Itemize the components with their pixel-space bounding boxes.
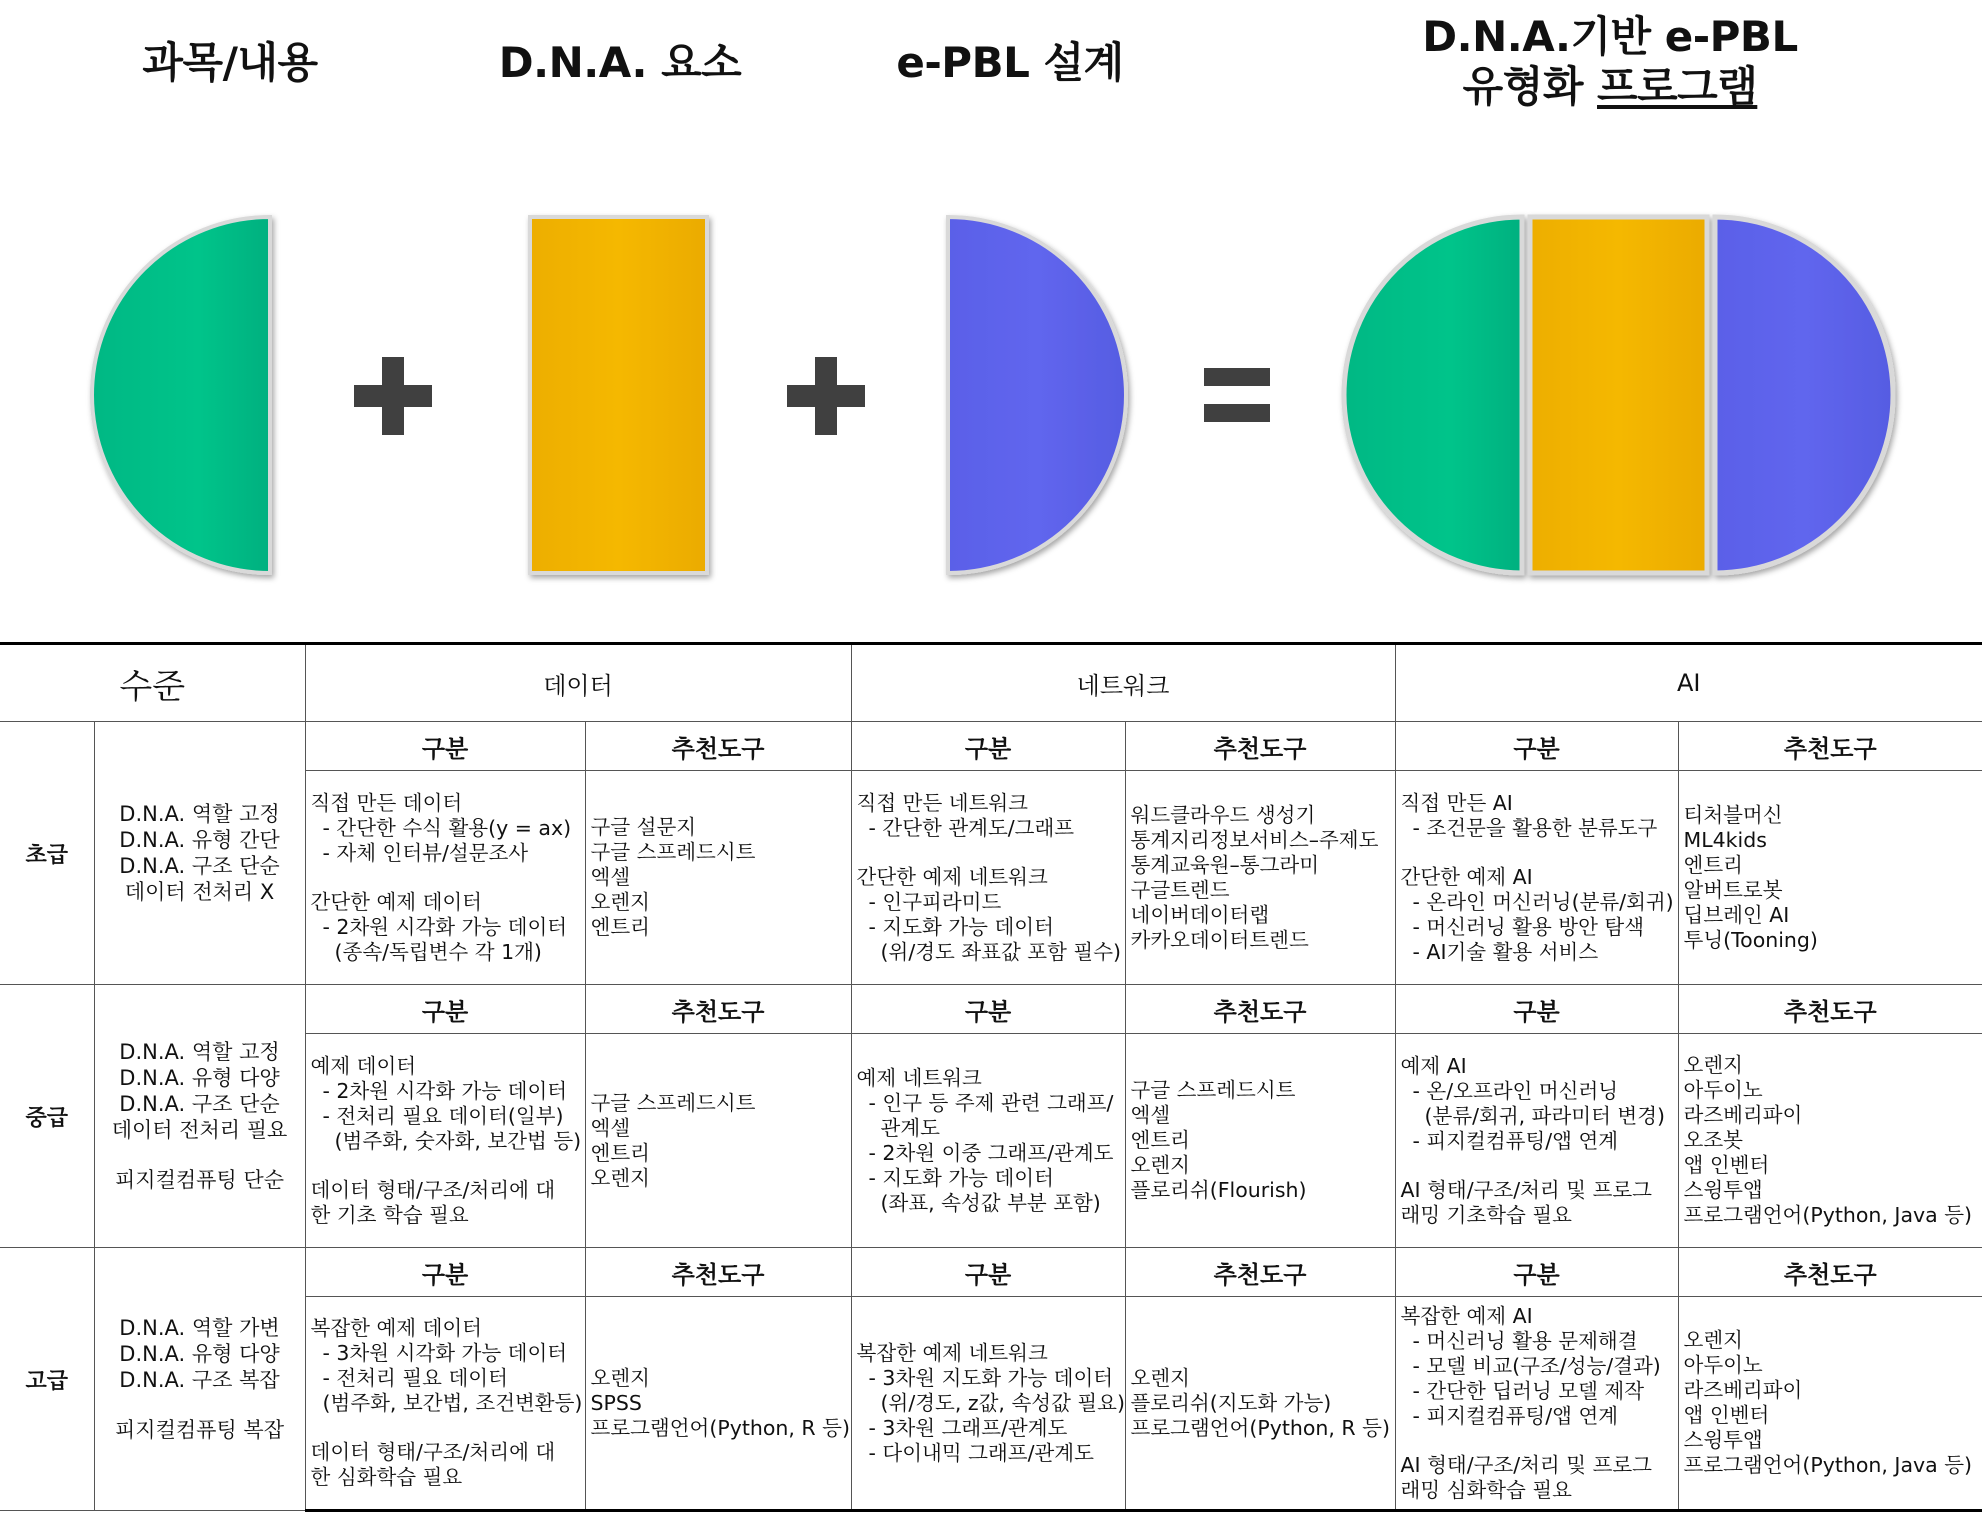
yellow-rectangle-shape [530, 217, 707, 573]
plus-operator-2 [787, 357, 865, 435]
header-network: 네트워크 [851, 644, 1395, 722]
level-beginner: 초급 [0, 722, 94, 985]
title-epbl-design: e-PBL 설계 [896, 38, 1124, 87]
advanced-network-category: 복잡한 예제 네트워크 - 3차원 지도화 가능 데이터 (위/경도, z값, 속성값 필요) - 3차원 그래프/관계도 - 다이내믹 그래프/관계도 [851, 1297, 1125, 1511]
advanced-network-tools: 오렌지 플로리쉬(지도화 가능) 프로그램언어(Python, R 등) [1125, 1297, 1395, 1511]
beginner-network-category: 직접 만든 네트워크 - 간단한 관계도/그래프 간단한 예제 네트워크 - 인구피라미드 - 지도화 가능 데이터 (위/경도 좌표값 포함 필수) [851, 771, 1125, 985]
sub-tools: 추천도구 [1125, 985, 1395, 1034]
level-tools-table [0, 642, 1982, 1512]
beginner-ai-tools: 티처블머신 ML4kids 엔트리 알버트로봇 딥브레인 AI 투닝(Tooning) [1678, 771, 1982, 985]
diagram-shapes [0, 0, 1982, 630]
combined-green-half [1344, 217, 1522, 573]
advanced-data-tools: 오렌지 SPSS 프로그램언어(Python, R 등) [585, 1297, 851, 1511]
combined-program-shape [1344, 217, 1893, 573]
desc-beginner: D.N.A. 역할 고정 D.N.A. 유형 간단 D.N.A. 구조 단순 데이터 전처리 X [94, 722, 305, 985]
beginner-network-tools: 워드클라우드 생성기 통계지리정보서비스–주제도 통계교육원–통그라미 구글트렌드 네이버데이터랩 카카오데이터트렌드 [1125, 771, 1395, 985]
intermediate-network-category: 예제 네트워크 - 인구 등 주제 관련 그래프/ 관계도 - 2차원 이중 그래프/관계도 - 지도화 가능 데이터 (좌표, 속성값 부분 포함) [851, 1034, 1125, 1248]
title-program-line1: D.N.A.기반 e-PBL [1422, 12, 1798, 61]
sub-category: 구분 [1395, 1248, 1678, 1297]
combined-yellow-rect [1530, 217, 1707, 573]
header-data: 데이터 [305, 644, 851, 722]
sub-tools: 추천도구 [1125, 722, 1395, 771]
intermediate-network-tools: 구글 스프레드시트 엑셀 엔트리 오렌지 플로리쉬(Flourish) [1125, 1034, 1395, 1248]
intermediate-data-tools: 구글 스프레드시트 엑셀 엔트리 오렌지 [585, 1034, 851, 1248]
level-table-wrapper [0, 642, 1982, 1529]
header-level: 수준 [0, 644, 305, 722]
table-row-intermediate-sub [0, 985, 1982, 1034]
advanced-ai-tools: 오렌지 아두이노 라즈베리파이 앱 인벤터 스윙투앱 프로그램언어(Python, Java 등) [1678, 1297, 1982, 1511]
table-row-beginner-sub [0, 722, 1982, 771]
plus-operator-1 [354, 357, 432, 435]
level-advanced: 고급 [0, 1248, 94, 1511]
sub-tools: 추천도구 [1678, 722, 1982, 771]
combined-blue-half [1715, 217, 1893, 573]
blue-half-circle-shape [948, 217, 1126, 573]
sub-category: 구분 [305, 722, 585, 771]
beginner-data-category: 직접 만든 데이터 - 간단한 수식 활용(y = ax) - 자체 인터뷰/설문조사 간단한 예제 데이터 - 2차원 시각화 가능 데이터 (종속/독립변수 각 1개) [305, 771, 585, 985]
advanced-data-category: 복잡한 예제 데이터 - 3차원 시각화 가능 데이터 - 전처리 필요 데이터 (범주화, 보간법, 조건변환등) 데이터 형태/구조/처리에 대 한 심화학습 필요 [305, 1297, 585, 1511]
dna-epbl-diagram [0, 0, 1982, 630]
sub-category: 구분 [305, 985, 585, 1034]
title-subject: 과목/내용 [142, 38, 318, 87]
beginner-ai-category: 직접 만든 AI - 조건문을 활용한 분류도구 간단한 예제 AI - 온라인 머신러닝(분류/회귀) - 머신러닝 활용 방안 탐색 - AI기술 활용 서비스 [1395, 771, 1678, 985]
intermediate-data-category: 예제 데이터 - 2차원 시각화 가능 데이터 - 전처리 필요 데이터(일부) (범주화, 숫자화, 보간법 등) 데이터 형태/구조/처리에 대 한 기초 학습 필요 [305, 1034, 585, 1248]
sub-tools: 추천도구 [1678, 1248, 1982, 1297]
table-header-row [0, 644, 1982, 722]
intermediate-ai-category: 예제 AI - 온/오프라인 머신러닝 (분류/회귀, 파라미터 변경) - 피지컬컴퓨팅/앱 연계 AI 형태/구조/처리 및 프로그 래밍 기초학습 필요 [1395, 1034, 1678, 1248]
header-ai: AI [1395, 644, 1982, 722]
sub-category: 구분 [1395, 985, 1678, 1034]
intermediate-ai-tools: 오렌지 아두이노 라즈베리파이 오조봇 앱 인벤터 스윙투앱 프로그램언어(Python, Java 등) [1678, 1034, 1982, 1248]
sub-category: 구분 [305, 1248, 585, 1297]
equals-operator [1204, 368, 1270, 422]
beginner-data-tools: 구글 설문지 구글 스프레드시트 엑셀 오렌지 엔트리 [585, 771, 851, 985]
sub-tools: 추천도구 [585, 985, 851, 1034]
desc-advanced: D.N.A. 역할 가변 D.N.A. 유형 다양 D.N.A. 구조 복잡 피지컬컴퓨팅 복잡 [94, 1248, 305, 1511]
level-intermediate: 중급 [0, 985, 94, 1248]
table-row-advanced-sub [0, 1248, 1982, 1297]
desc-intermediate: D.N.A. 역할 고정 D.N.A. 유형 다양 D.N.A. 구조 단순 데이터 전처리 필요 피지컬컴퓨팅 단순 [94, 985, 305, 1248]
sub-category: 구분 [851, 1248, 1125, 1297]
title-dna-element: D.N.A. 요소 [498, 38, 742, 87]
sub-tools: 추천도구 [585, 722, 851, 771]
sub-category: 구분 [1395, 722, 1678, 771]
title-program-line2: 유형화 프로그램 [1462, 62, 1758, 111]
advanced-ai-category: 복잡한 예제 AI - 머신러닝 활용 문제해결 - 모델 비교(구조/성능/결과) - 간단한 딥러닝 모델 제작 - 피지컬컴퓨팅/앱 연계 AI 형태/구조/처리 및 프로그 래밍 심화학습 필요 [1395, 1297, 1678, 1511]
sub-tools: 추천도구 [1678, 985, 1982, 1034]
sub-tools: 추천도구 [585, 1248, 851, 1297]
sub-category: 구분 [851, 985, 1125, 1034]
green-half-circle-shape [92, 217, 270, 573]
sub-tools: 추천도구 [1125, 1248, 1395, 1297]
sub-category: 구분 [851, 722, 1125, 771]
